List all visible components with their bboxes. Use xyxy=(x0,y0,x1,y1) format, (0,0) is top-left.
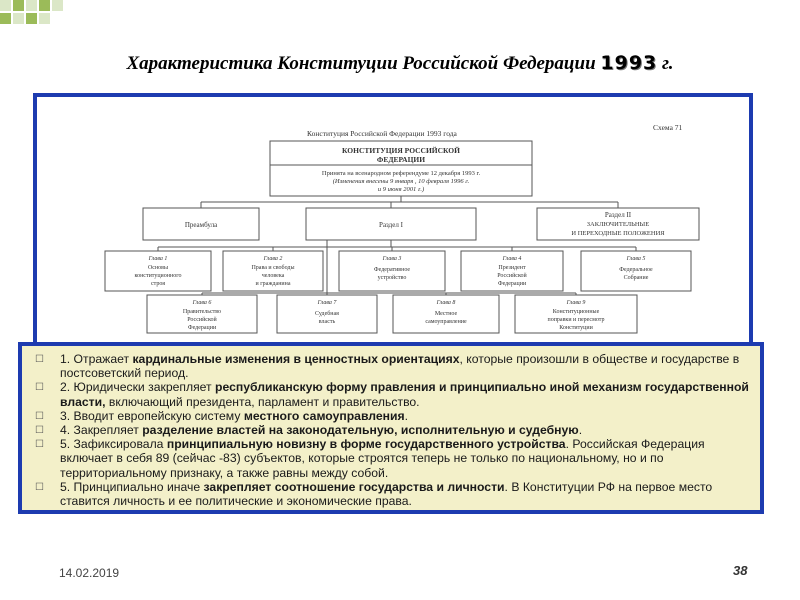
svg-text:Глава 1: Глава 1 xyxy=(148,256,168,262)
svg-text:Глава 3: Глава 3 xyxy=(382,256,402,262)
svg-text:Судебная: Судебная xyxy=(315,311,339,317)
slide-date: 14.02.2019 xyxy=(59,566,120,580)
svg-text:Правительство: Правительство xyxy=(182,309,222,315)
decorative-corner-grid xyxy=(0,0,66,26)
characteristics-list xyxy=(30,352,752,508)
svg-text:Президент: Президент xyxy=(498,265,526,271)
svg-text:Собрание: Собрание xyxy=(623,275,649,281)
svg-text:Федеральное: Федеральное xyxy=(619,267,653,273)
svg-text:Принята на всенародном референ: Принята на всенародном референдуме 12 декабря 1993 г. xyxy=(321,170,481,177)
square-bullet-icon: ☐ xyxy=(35,354,44,365)
list-item: ☐ 1. Отражает кардинальные изменения в ценностных ориентациях, которые произошли в обществе и государстве в постсоветский период. xyxy=(35,352,740,381)
svg-text:Основы: Основы xyxy=(147,265,169,271)
svg-text:КОНСТИТУЦИЯ РОССИЙСКОЙ: КОНСТИТУЦИЯ РОССИЙСКОЙ xyxy=(342,146,460,155)
svg-text:и 9 июня 2001 г.): и 9 июня 2001 г.) xyxy=(377,186,425,193)
svg-text:Российской: Российской xyxy=(497,273,527,279)
svg-text:Глава 7: Глава 7 xyxy=(317,300,337,306)
svg-text:власть: власть xyxy=(318,319,336,325)
svg-text:устройство: устройство xyxy=(377,275,407,281)
list-item: ☐ 5. Зафиксировала принципиальную новизну в форме государственного устройства. Российская Федерация включает в себя 89 (сейчас -83) субъектов, которые строятся теперь не только по национальному, но и по территориальному признаку, а также равны между собой. xyxy=(35,437,705,480)
svg-text:строя: строя xyxy=(150,281,166,287)
svg-text:Глава 9: Глава 9 xyxy=(566,300,586,306)
square-bullet-icon: ☐ xyxy=(35,481,44,493)
svg-text:человека: человека xyxy=(261,273,285,279)
svg-text:Конституционные: Конституционные xyxy=(552,309,600,315)
svg-text:Федерации: Федерации xyxy=(497,281,527,287)
scheme-header-left: Конституция Российской Федерации 1993 года xyxy=(307,129,457,138)
svg-text:Глава 8: Глава 8 xyxy=(436,300,456,306)
title-year: 1993 xyxy=(600,52,658,74)
square-bullet-icon: ☐ xyxy=(35,439,44,451)
svg-text:Права и свободы: Права и свободы xyxy=(251,265,295,271)
list-item: ☐ 2. Юридически закрепляет республиканскую форму правления и принципиально иной механизм государственной власти, включающий президента, парламент и правительство. xyxy=(35,380,749,409)
square-bullet-icon: ☐ xyxy=(35,382,44,394)
svg-text:Конституции: Конституции xyxy=(559,325,593,331)
svg-text:Федерации: Федерации xyxy=(187,325,217,331)
svg-text:Глава 4: Глава 4 xyxy=(502,256,522,262)
svg-text:Местное: Местное xyxy=(434,311,458,317)
section1-box: Раздел I xyxy=(379,221,403,229)
svg-text:Российской: Российской xyxy=(187,317,217,323)
scheme-header-right: Схема 71 xyxy=(653,123,683,132)
scheme-diagram xyxy=(37,97,749,344)
square-bullet-icon: ☐ xyxy=(35,425,44,437)
constitution-scheme-figure xyxy=(33,93,753,348)
characteristics-textbox xyxy=(18,342,764,514)
page-number: 38 xyxy=(733,563,748,578)
svg-text:Федеративное: Федеративное xyxy=(373,267,411,273)
square-bullet-icon: ☐ xyxy=(35,410,44,422)
svg-text:Глава 6: Глава 6 xyxy=(192,300,212,306)
svg-text:(Изменения внесены 9 января ,: (Изменения внесены 9 января , 10 февраля 1996 г. xyxy=(332,178,470,185)
svg-text:и гражданина: и гражданина xyxy=(255,281,291,287)
preamble-box: Преамбула xyxy=(184,221,218,229)
svg-text:конституционного: конституционного xyxy=(134,273,182,279)
svg-text:ЗАКЛЮЧИТЕЛЬНЫЕ: ЗАКЛЮЧИТЕЛЬНЫЕ xyxy=(586,221,650,228)
list-item: ☐ 4. Закрепляет разделение властей на законодательную, исполнительную и судебную. xyxy=(35,423,583,438)
list-item: ☐ 5. Принципиально иначе закрепляет соотношение государства и личности. В Конституции РФ на первое место ставится личность и ее политические и экономические права. xyxy=(35,479,713,509)
svg-text:И ПЕРЕХОДНЫЕ ПОЛОЖЕНИЯ: И ПЕРЕХОДНЫЕ ПОЛОЖЕНИЯ xyxy=(571,230,665,237)
svg-text:ФЕДЕРАЦИИ: ФЕДЕРАЦИИ xyxy=(376,155,426,164)
svg-text:самоуправление: самоуправление xyxy=(425,319,467,325)
list-item: ☐ 3. Вводит европейскую систему местного самоуправления. xyxy=(35,408,408,423)
svg-text:Глава 5: Глава 5 xyxy=(626,256,646,262)
svg-text:поправки и пересмотр: поправки и пересмотр xyxy=(547,317,605,323)
section2-box: Раздел II xyxy=(604,211,632,219)
svg-text:Глава 2: Глава 2 xyxy=(263,256,283,262)
slide-title: Характеристика Конституции Российской Федерации 1993 г. xyxy=(126,52,674,74)
